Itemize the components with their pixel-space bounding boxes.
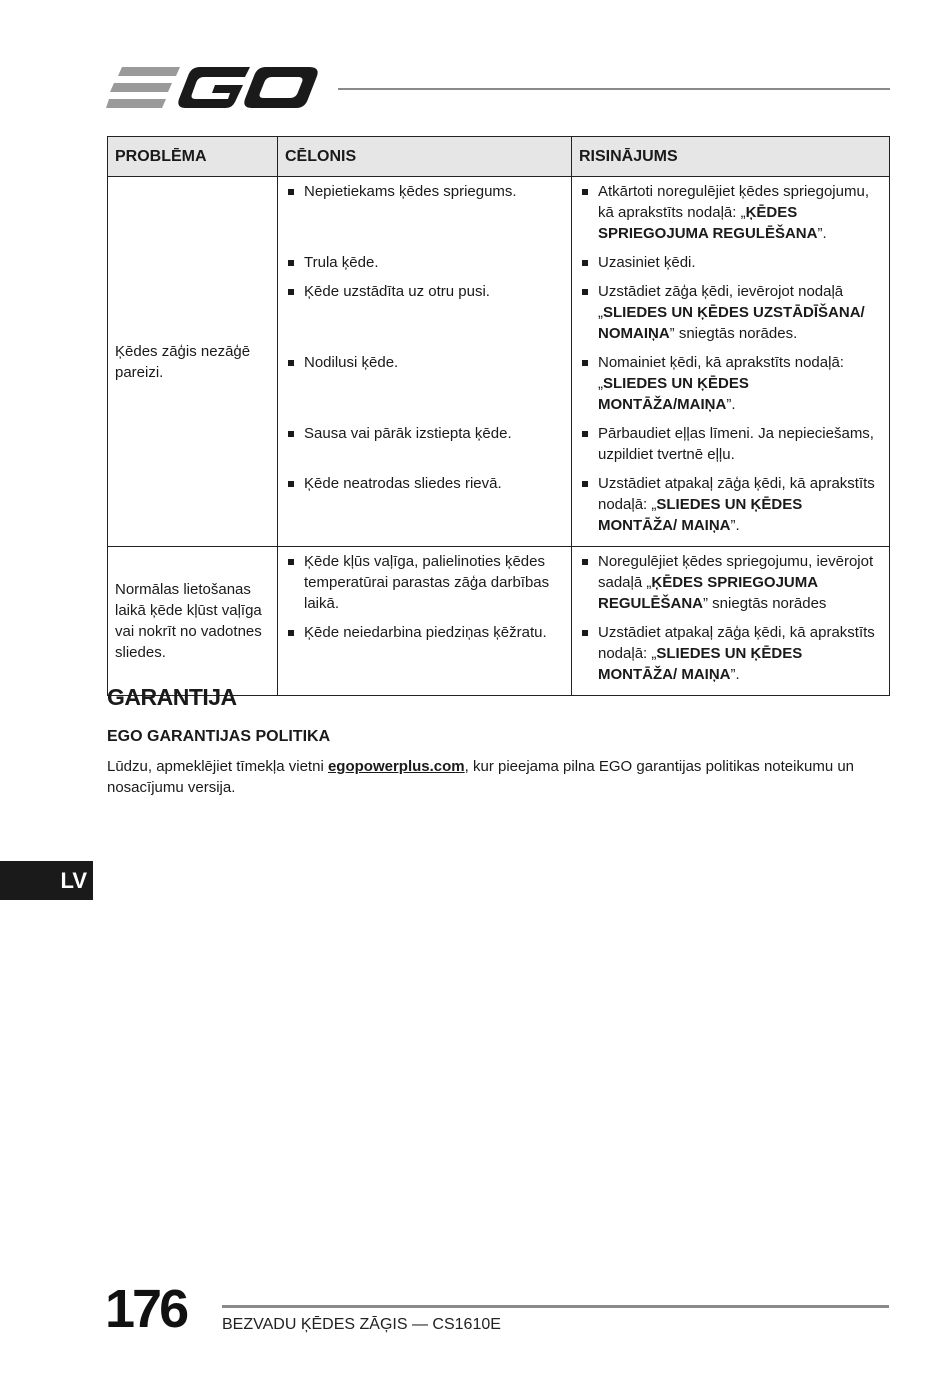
solution-cell: [572, 177, 890, 547]
cause-item: Ķēde neatrodas sliedes rievā.: [286, 473, 563, 536]
solution-section-reference: SLIEDES UN ĶĒDES UZSTĀDĪŠANA/ NOMAIŅA: [598, 304, 865, 342]
warranty-heading: GARANTIJA: [107, 684, 237, 710]
ego-logo-e-bar-mid: [110, 83, 172, 92]
cause-item: Ķēde uzstādīta uz otru pusi.: [286, 281, 563, 344]
column-header-cause: CĒLONIS: [278, 137, 572, 177]
solution-text: Uzstādiet atpakaļ zāģa ķēdi, kā aprakstīts nodaļā: „: [598, 624, 875, 662]
solution-item: [580, 352, 881, 415]
ego-logo-e-bar-bottom: [106, 99, 166, 108]
cause-cell: [278, 547, 572, 696]
solution-text: Noregulējiet ķēdes spriegojumu, ievērojot sadaļā „: [598, 553, 874, 591]
solution-section-reference: ĶĒDES SPRIEGOJUMA REGULĒŠANA: [598, 574, 818, 612]
cause-cell: [278, 177, 572, 547]
language-tab: LV: [0, 861, 93, 900]
solution-section-reference: SLIEDES UN ĶĒDES MONTĀŽA/ MAIŅA: [598, 496, 803, 534]
cause-item: Ķēde neiedarbina piedziņas ķēžratu.: [286, 622, 563, 685]
cause-item: Nepietiekams ķēdes spriegums.: [286, 181, 563, 244]
solution-text: Nomainiet ķēdi, kā aprakstīts nodaļā: „: [598, 354, 844, 392]
ego-logo: [106, 64, 318, 112]
page-number: 176: [105, 1279, 187, 1339]
warranty-website-link[interactable]: egopowerplus.com: [327, 758, 465, 775]
solution-text: Pārbaudiet eļļas līmeni. Ja nepieciešams, uzpildiet tvertnē eļļu.: [598, 425, 874, 463]
solution-section-reference: ĶĒDES SPRIEGOJUMA REGULĒŠANA: [598, 204, 818, 242]
table-row: [108, 547, 890, 696]
footer-rule: [222, 1305, 889, 1308]
solution-item: [580, 423, 881, 465]
solution-text: ” sniegtās norādes: [703, 595, 827, 612]
warranty-text-after: , kur pieejama pilna EGO garantijas politikas noteikumu un nosacījumu versija.: [107, 758, 855, 796]
cause-item: Trula ķēde.: [286, 252, 563, 273]
ego-logo-g: [178, 67, 250, 108]
column-header-solution: RISINĀJUMS: [572, 137, 890, 177]
solution-text: Uzstādiet atpakaļ zāģa ķēdi, kā aprakstīts nodaļā: „: [598, 475, 875, 513]
cause-item: Ķēde kļūs vaļīga, palielinoties ķēdes temperatūrai parastas zāģa darbības laikā.: [286, 551, 563, 614]
solution-section-reference: SLIEDES UN ĶĒDES MONTĀŽA/MAIŅA: [598, 375, 749, 413]
table-row: [108, 177, 890, 547]
ego-logo-o: [244, 67, 317, 108]
solution-text: ”.: [817, 225, 827, 242]
solution-item: [580, 551, 881, 614]
solution-text: ”.: [726, 396, 736, 413]
header-rule: [338, 88, 890, 90]
warranty-text-before: Lūdzu, apmeklējiet tīmekļa vietni: [107, 758, 328, 775]
solution-text: ”.: [730, 517, 740, 534]
solution-section-reference: SLIEDES UN ĶĒDES MONTĀŽA/ MAIŅA: [598, 645, 803, 683]
warranty-policy-subheading: EGO GARANTIJAS POLITIKA: [107, 728, 331, 745]
cause-item: Sausa vai pārāk izstiepta ķēde.: [286, 423, 563, 465]
solution-cell: [572, 547, 890, 696]
solution-text: ” sniegtās norādes.: [669, 325, 798, 342]
warranty-paragraph: [107, 756, 889, 798]
solution-text: Uzasiniet ķēdi.: [598, 254, 696, 271]
solution-item: [580, 181, 881, 244]
problem-cell: Normālas lietošanas laikā ķēde kļūst vaļīga vai nokrīt no vadotnes sliedes.: [108, 547, 278, 696]
solution-item: [580, 281, 881, 344]
ego-logo-e-bar-top: [118, 67, 180, 76]
table-header-row: [108, 137, 890, 177]
solution-text: ”.: [730, 666, 740, 683]
solution-text: Uzstādiet zāģa ķēdi, ievērojot nodaļā „: [598, 283, 844, 321]
solution-text: Atkārtoti noregulējiet ķēdes spriegojumu, kā aprakstīts nodaļā: „: [598, 183, 869, 221]
column-header-problem: PROBLĒMA: [108, 137, 278, 177]
solution-item: [580, 473, 881, 536]
problem-cell: Ķēdes zāģis nezāģē pareizi.: [108, 177, 278, 547]
footer-document-title: BEZVADU ĶĒDES ZĀĢIS — CS1610E: [222, 1316, 501, 1333]
solution-item: [580, 252, 881, 273]
troubleshooting-table: [107, 136, 890, 696]
cause-item: Nodilusi ķēde.: [286, 352, 563, 415]
solution-item: [580, 622, 881, 685]
